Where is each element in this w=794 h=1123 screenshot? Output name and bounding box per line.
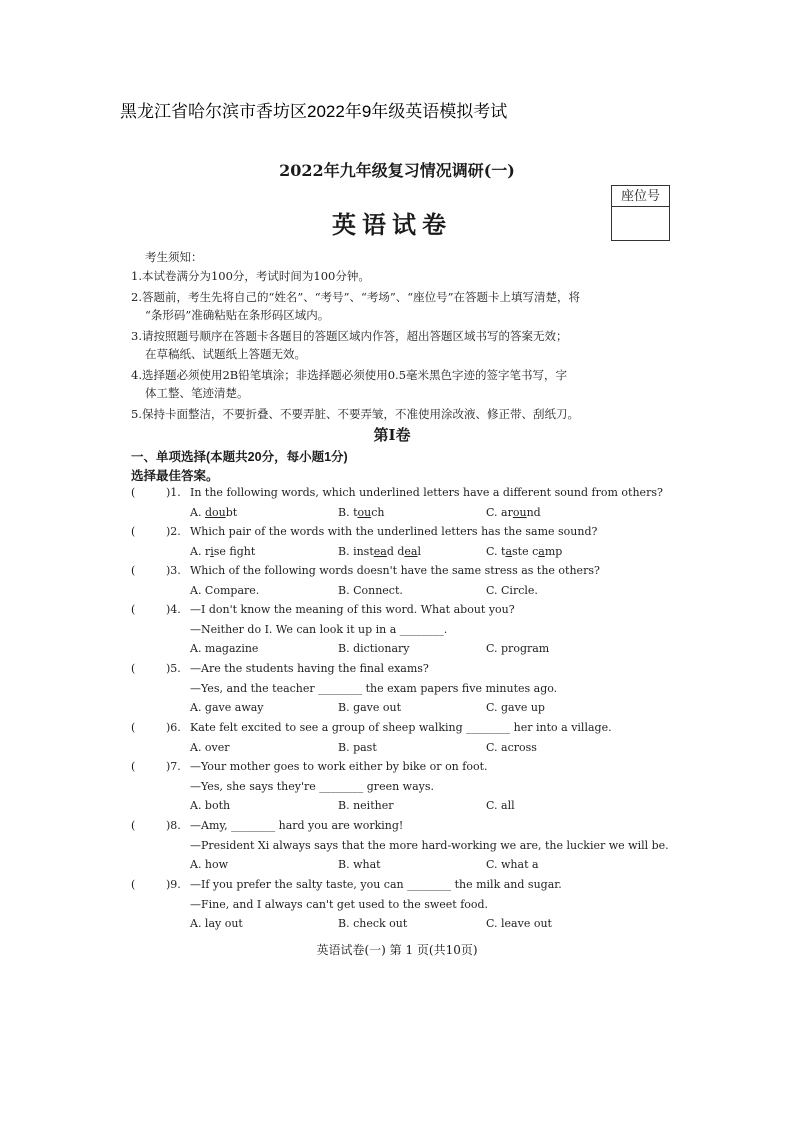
question-text: —Amy, ________ hard you are working! <box>190 819 404 832</box>
option-text: A. magazine <box>190 642 259 655</box>
question-text: Which pair of the words with the underlined letters has the same sound? <box>190 525 598 538</box>
option-c[interactable] <box>486 701 545 714</box>
notice-item-5: 5.保持卡面整洁，不要折叠、不要弄脏、不要弄皱，不准使用涂改液、修正带、刮纸刀。 <box>131 407 579 421</box>
option-c[interactable] <box>486 584 538 597</box>
option-b[interactable] <box>338 642 409 655</box>
answer-blank-paren[interactable]: ( <box>131 878 136 891</box>
question-text: —If you prefer the salty taste, you can ________ the milk and sugar. <box>190 878 562 891</box>
paper-title: 英语试卷 <box>332 210 452 239</box>
option-text: d d <box>386 544 405 558</box>
option-b[interactable] <box>338 584 403 597</box>
option-text: B. past <box>338 740 377 754</box>
option-text: ste c <box>512 544 539 558</box>
option-b[interactable] <box>338 917 407 930</box>
option-text: A. r <box>190 544 211 558</box>
document-source-title: 黑龙江省哈尔滨市香坊区2022年9年级英语模拟考试 <box>120 102 508 121</box>
question-text: —Fine, and I always can't get used to the sweet food. <box>190 897 489 911</box>
option-text: B. check out <box>338 917 408 930</box>
answer-blank-paren[interactable]: ( <box>131 525 136 538</box>
notice-item-4-cont: 体工整、笔迹清楚。 <box>145 386 249 400</box>
seat-number-box <box>611 185 670 241</box>
option-text: C. leave out <box>486 917 552 930</box>
option-text: B. inst <box>338 544 374 558</box>
question-text: —Yes, she says they're ________ green ways. <box>190 779 434 793</box>
option-text: bt <box>225 505 238 519</box>
question-number: )5. <box>166 662 181 675</box>
option-a[interactable] <box>190 584 259 597</box>
part-instruction: 选择最佳答案。 <box>131 469 219 483</box>
question-text: —Are the students having the final exams? <box>190 662 429 675</box>
answer-blank-paren[interactable]: ( <box>131 564 136 577</box>
survey-title: 2022年九年级复习情况调研(一) <box>279 161 515 180</box>
option-text: C. what a <box>486 858 539 871</box>
question-number: )4. <box>166 603 181 616</box>
option-c[interactable] <box>486 545 562 558</box>
question-text: Which of the following words doesn't have the same stress as the others? <box>190 564 600 577</box>
option-text: ght <box>236 544 256 558</box>
option-b[interactable] <box>338 506 384 519</box>
option-b[interactable] <box>338 858 381 871</box>
option-c[interactable] <box>486 642 549 655</box>
option-text: A. both <box>190 799 231 812</box>
answer-blank-paren[interactable]: ( <box>131 486 136 499</box>
option-a[interactable] <box>190 642 258 655</box>
option-a[interactable] <box>190 701 264 714</box>
notice-item-3: 3.请按照题号顺序在答题卡各题目的答题区域内作答，超出答题区域书写的答案无效； <box>131 329 568 343</box>
option-c[interactable] <box>486 506 541 519</box>
option-a[interactable] <box>190 858 228 871</box>
underlined-letters: ou <box>512 505 527 519</box>
underlined-letters: i <box>210 544 214 558</box>
question-text: —President Xi always says that the more hard-working we are, the luckier we will be. <box>190 838 669 852</box>
question-number: )7. <box>166 760 181 773</box>
option-text: A. lay out <box>190 917 243 930</box>
option-a[interactable] <box>190 917 243 930</box>
underlined-letters: ea <box>404 544 418 558</box>
notice-item-4: 4.选择题必须使用2B铅笔填涂；非选择题必须使用0.5毫米黑色字迹的签字笔书写，字 <box>131 368 568 382</box>
underlined-letters: a <box>505 544 513 558</box>
question-number: )2. <box>166 525 181 538</box>
option-b[interactable] <box>338 701 401 714</box>
option-text: C. gave up <box>486 701 545 714</box>
question-text: —Yes, and the teacher ________ the exam papers five minutes ago. <box>190 681 558 695</box>
question-text: —Your mother goes to work either by bike or on foot. <box>190 760 488 773</box>
underlined-letters: ou <box>357 505 372 519</box>
option-c[interactable] <box>486 741 537 754</box>
option-text: B. dictionary <box>338 642 410 655</box>
answer-blank-paren[interactable]: ( <box>131 603 136 616</box>
question-number: )3. <box>166 564 181 577</box>
option-text: A. Compare. <box>190 583 260 597</box>
seat-number-label: 座位号 <box>612 186 669 207</box>
option-b[interactable] <box>338 545 421 558</box>
option-a[interactable] <box>190 741 230 754</box>
page-footer: 英语试卷(一) 第 1 页(共10页) <box>316 943 478 957</box>
question-number: )8. <box>166 819 181 832</box>
option-text: A. over <box>190 740 230 754</box>
option-text: C. t <box>486 544 506 558</box>
option-text: nd <box>526 505 541 519</box>
option-c[interactable] <box>486 858 539 871</box>
notice-item-1: 1.本试卷满分为100分，考试时间为100分钟。 <box>131 269 370 283</box>
notice-item-2-cont: “条形码”准确粘贴在条形码区域内。 <box>145 308 330 322</box>
notice-item-2: 2.答题前，考生先将自己的“姓名”、“考号”、“考场”、“座位号”在答题卡上填写清楚，将 <box>131 290 581 304</box>
option-text: C. all <box>486 799 515 812</box>
option-text: C. ar <box>486 505 513 519</box>
question-text: —I don't know the meaning of this word. What about you? <box>190 603 515 616</box>
answer-blank-paren[interactable]: ( <box>131 819 136 832</box>
underlined-letters: dou <box>204 505 226 519</box>
option-c[interactable] <box>486 799 515 812</box>
question-number: )1. <box>166 486 181 499</box>
question-text: —Neither do I. We can look it up in a ________. <box>190 622 448 636</box>
question-text: In the following words, which underlined letters have a different sound from others? <box>190 486 663 499</box>
answer-blank-paren[interactable]: ( <box>131 721 136 734</box>
option-text: B. neither <box>338 799 394 812</box>
option-text: ch <box>371 505 385 519</box>
answer-blank-paren[interactable]: ( <box>131 760 136 773</box>
option-a[interactable] <box>190 506 237 519</box>
underlined-letters: ea <box>373 544 387 558</box>
option-text: A. <box>190 505 205 519</box>
option-c[interactable] <box>486 917 552 930</box>
option-text: A. how <box>190 858 229 871</box>
option-text: B. t <box>338 505 358 519</box>
option-a[interactable] <box>190 545 255 558</box>
notice-item-3-cont: 在草稿纸、试题纸上答题无效。 <box>145 347 306 361</box>
part-heading: 一、单项选择(本题共20分，每小题1分) <box>131 450 348 464</box>
question-number: )6. <box>166 721 181 734</box>
option-text: B. what <box>338 858 381 871</box>
option-text: C. Circle. <box>486 583 538 597</box>
option-text: mp <box>544 544 563 558</box>
option-text: C. program <box>486 642 550 655</box>
option-text: se f <box>213 544 237 558</box>
answer-blank-paren[interactable]: ( <box>131 662 136 675</box>
option-text: C. across <box>486 740 537 754</box>
option-text: B. Connect. <box>338 583 403 597</box>
notice-heading: 考生须知： <box>145 250 203 264</box>
underlined-letters: a <box>538 544 545 558</box>
section-title: 第Ⅰ卷 <box>373 426 411 444</box>
question-number: )9. <box>166 878 181 891</box>
option-text: A. gave away <box>190 701 264 714</box>
option-text: l <box>417 544 422 558</box>
option-text: B. gave out <box>338 701 402 714</box>
question-text: Kate felt excited to see a group of sheep walking ________ her into a village. <box>190 721 612 734</box>
option-b[interactable] <box>338 741 377 754</box>
option-a[interactable] <box>190 799 230 812</box>
option-b[interactable] <box>338 799 393 812</box>
